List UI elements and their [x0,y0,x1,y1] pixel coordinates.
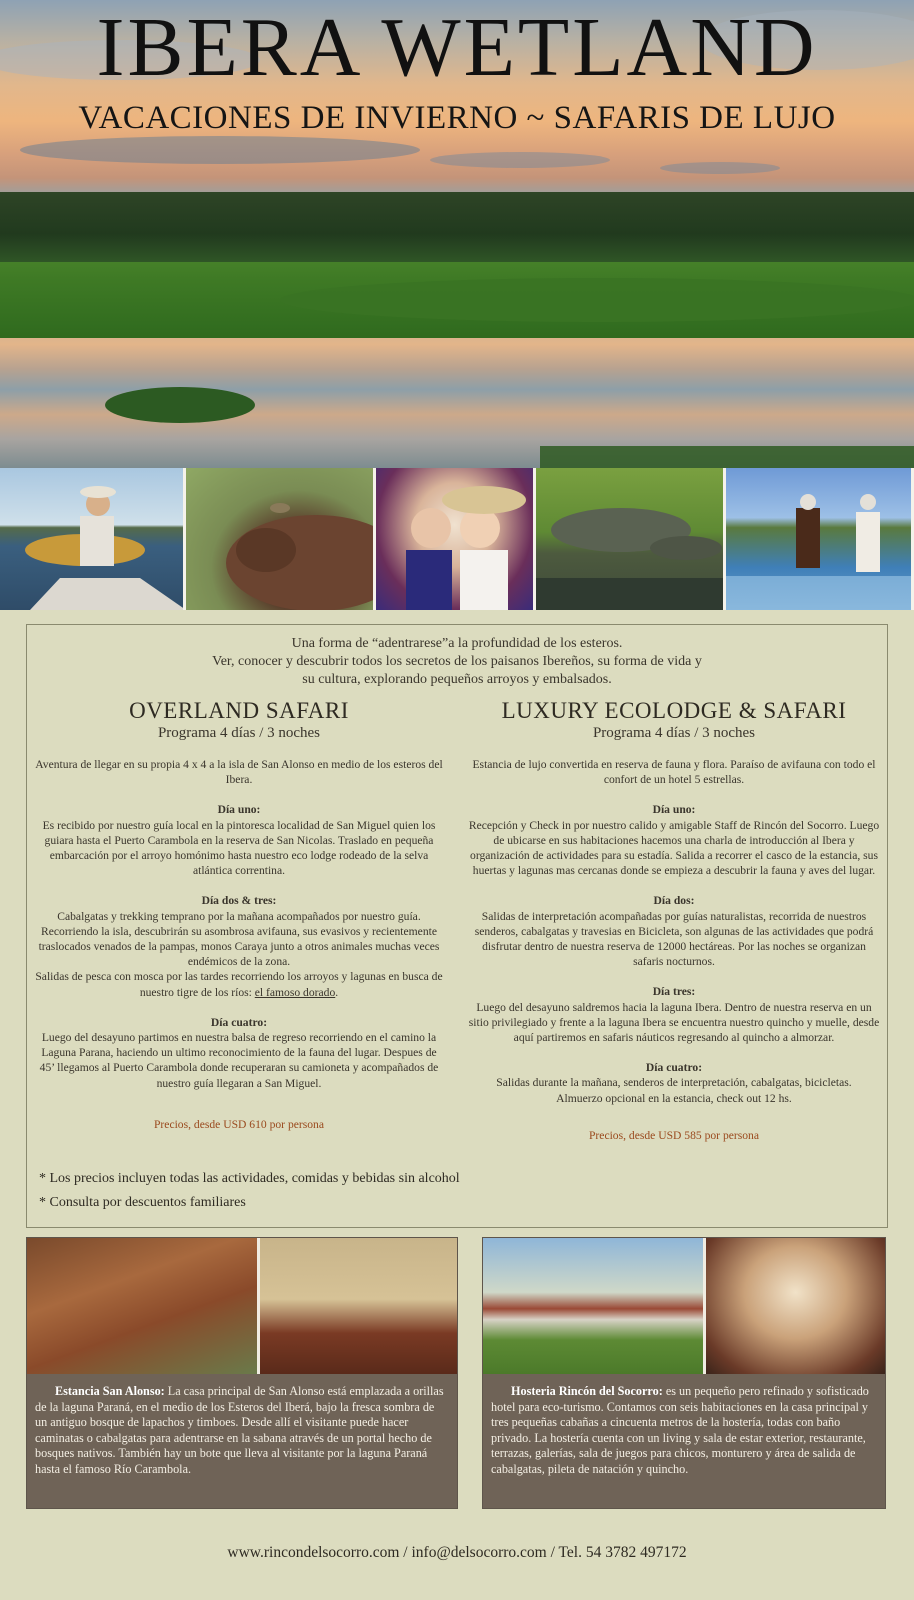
overland-program: Programa 4 días / 3 noches [157,725,321,741]
intro-text [27,635,887,689]
hero-subtitle: VACACIONES DE INVIERNO ~ SAFARIS DE LUJO [78,100,836,136]
san-alonso-description [27,1374,457,1478]
rincon-text: es un pequeño pero refinado y sofisticado hotel para eco-turismo. Contamos con seis habitaciones en la casa principal y tres pequeñas cabañas a cincuenta metros de la hostería, todas con baño privado. La hostería cuenta con un living y sala de estar exterior, restaurante, terrazas, galerías, sala de juegos para chicos, monturero y área de salida de cabalgatas, pileta de natación y quincho. [491,1384,869,1476]
note-inclusions: * Los precios incluyen todas las actividades, comidas y bebidas sin alcohol [39,1171,460,1186]
programs-panel [26,624,888,1228]
note-family-discounts: * Consulta por descuentos familiares [39,1195,246,1210]
luxury-day1-label: Día uno: [652,803,696,817]
luxury-day4-text2: Almuerzo opcional en la estancia, check out 12 hs. [556,1091,792,1105]
photo-children [376,468,536,610]
overland-day1-label: Día uno: [217,803,261,817]
luxury-description: Estancia de lujo convertida en reserva de fauna y flora. Paraíso de avifauna con todo el confort de un hotel 5 estrellas. [472,758,876,787]
estancia-san-alonso-card [26,1237,458,1509]
photo-hosteria-bedroom [706,1238,885,1374]
photo-veranda [27,1238,260,1374]
rincon-description [483,1374,885,1478]
photo-horse-riders [726,468,914,610]
luxury-day4-label: Día cuatro: [645,1061,703,1075]
luxury-day1-text: Recepción y Check in por nuestro calido y amigable Staff de Rincón del Socorro. Luego de ubicarse en sus habitaciones hacemos una charla de introducción al Ibera y organización de actividades para su estadía. Salida a recorrer el casco de la estancia, sus huertas y lagunas mas cercanas donde se empieza a descubrir la fauna y aves del lugar. [468,818,880,878]
intro-line-2: Ver, conocer y descubrir todos los secretos de los paisanos Ibereños, su forma de vida y [212,654,702,669]
intro-line-1: Una forma de “adentrarese”a la profundidad de los esteros. [291,636,623,651]
dorado-link[interactable]: el famoso dorado [254,985,336,999]
photo-hosteria-exterior [483,1238,706,1374]
overland-day23-fishing: Salidas de pesca con mosca por las tardes recorriendo los arroyos y lagunas en busca de nuestro tigre de los ríos: el famoso dorado. [35,970,443,999]
overland-fishing-text: Salidas de pesca con mosca por las tardes recorriendo los arroyos y lagunas en busca de nuestro tigre de los ríos: [35,970,443,999]
luxury-ecolodge-column [467,698,881,1143]
luxury-title: LUXURY ECOLODGE & SAFARI [501,698,847,723]
hero-title: IBERA WETLAND [96,1,818,94]
san-alonso-name: Estancia San Alonso: [55,1384,165,1398]
photo-strip [0,468,914,610]
photo-fisherman-dorado [0,468,186,610]
rincon-name: Hosteria Rincón del Socorro: [511,1384,663,1398]
photo-capybara-bird [186,468,376,610]
overland-day23-label: Día dos & tres: [201,894,277,908]
photo-caiman [536,468,726,610]
luxury-program: Programa 4 días / 3 noches [592,725,756,741]
luxury-price: Precios, desde USD 585 por persona [588,1128,759,1142]
san-alonso-photos [27,1238,457,1374]
san-alonso-text: La casa principal de San Alonso está emplazada a orillas de la laguna Paraná, en el medio de los Esteros del Iberá, bajo la fresca sombra de un antiguo bosque de lapachos y timboes. Desde allí el visitante puede hacer caminatas o cabalgatas para adentrarse en la sabana através de un portal hecho de bosques nativos. También hay un bote que lleva al visitante por la laguna Paraná hasta el famoso Río Carambola. [35,1384,444,1476]
overland-description: Aventura de llegar en su propia 4 x 4 a la isla de San Alonso en medio de los esteros del Ibera. [35,758,443,787]
overland-day1-text: Es recibido por nuestro guía local en la pintoresca localidad de San Miguel quien los guiara hasta el Puerto Carambola en la reserva de San Nicolas. Traslado en pequeña embarcación por el arroyo homónimo hasta nuestro eco lodge rodeado de la selva atlántica correntina. [42,818,436,878]
overland-day4-text: Luego del desayuno partimos en nuestra balsa de regreso recorriendo en el camino la Laguna Parana, haciendo un ultimo reconocimiento de la fauna del lugar. Despues de 45’ llegamos al Puerto Carambola donde recuperaran su camioneta y acompañados de nuestro guía llegaran a San Miguel. [39,1031,439,1090]
hosteria-rincon-card [482,1237,886,1509]
contact-footer[interactable]: www.rincondelsocorro.com / info@delsocorro.com / Tel. 54 3782 497172 [227,1544,687,1561]
overland-title: OVERLAND SAFARI [129,698,349,723]
luxury-day3-label: Día tres: [652,985,696,999]
photo-bedroom [260,1238,457,1374]
hero-banner [0,0,914,468]
rincon-photos [483,1238,885,1374]
luxury-day2-label: Día dos: [653,894,695,908]
price-notes [39,1167,639,1215]
overland-day4-label: Día cuatro: [210,1015,268,1029]
luxury-day3-text: Luego del desayuno saldremos hacia la laguna Ibera. Dentro de nuestra reserva en un sitio privilegiado y frente a la laguna Ibera se encuentra nuestro quincho y muelle, desde aquí partiremos en safaris náuticos regresando al quincho a almorzar. [468,1000,880,1045]
intro-line-3: su cultura, explorando pequeños arroyos y embalsados. [302,672,612,687]
luxury-day4-text: Salidas durante la mañana, senderos de interpretación, cabalgatas, bicicletas. [496,1076,852,1090]
overland-day23-text: Cabalgatas y trekking temprano por la mañana acompañados por nuestro guía. Recorriendo la isla, descubrirán su asombrosa avifauna, sus evasivos y recientemente traslocados venados de la pampas, monos Caraya junto a otros animales muchas veces endémicos de la zona. [38,909,440,969]
overland-safari-column [33,698,445,1132]
luxury-day2-text: Salidas de interpretación acompañadas por guías naturalistas, recorrida de nuestros senderos, cabalgatas y travesias en Bicicleta, son algunas de las actividades que podrá disfrutar dentro de nuestra reserva de 12000 hectáreas. Por las noches se organizan safaris nocturnos. [474,909,874,969]
overland-price: Precios, desde USD 610 por persona [153,1117,324,1131]
